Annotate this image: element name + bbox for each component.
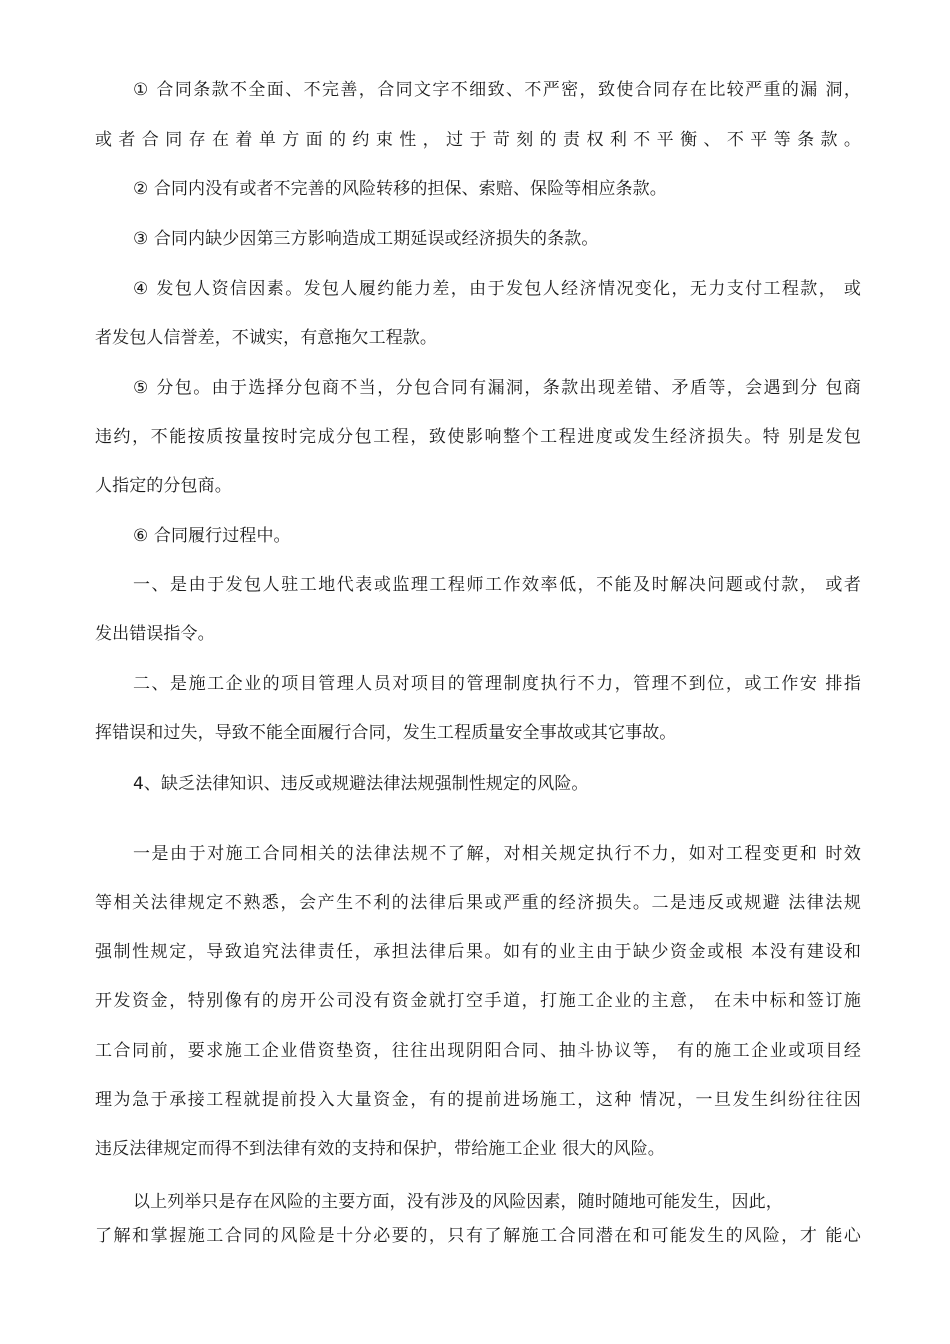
paragraph-line: 违反法律规定而得不到法律有效的支持和保护，带给施工企业 很大的风险。	[95, 1139, 665, 1159]
paragraph-line: 二、是施工企业的项目管理人员对项目的管理制度执行不力，管理不到位，或工作安 排指	[133, 674, 861, 694]
paragraph-line: 等相关法律规定不熟悉，会产生不利的法律后果或严重的经济损失。二是违反或规避 法律法规	[95, 893, 861, 913]
paragraph-line: 4、缺乏法律知识、违反或规避法律法规强制性规定的风险。	[133, 774, 589, 794]
paragraph-line: 挥错误和过失，导致不能全面履行合同，发生工程质量安全事故或其它事故。	[95, 723, 677, 743]
paragraph-line: 人指定的分包商。	[95, 476, 232, 496]
paragraph-line: ④ 发包人资信因素。发包人履约能力差，由于发包人经济情况变化，无力支付工程款， 或	[133, 279, 861, 299]
paragraph-line: 了解和掌握施工合同的风险是十分必要的，只有了解施工合同潜在和可能发生的风险，才 能心	[95, 1226, 861, 1246]
paragraph-line: 开发资金，特别像有的房开公司没有资金就打空手道，打施工企业的主意， 在未中标和签订施	[95, 991, 861, 1011]
paragraph-line: 者发包人信誉差，不诚实，有意拖欠工程款。	[95, 328, 437, 348]
paragraph-line: 一、是由于发包人驻工地代表或监理工程师工作效率低，不能及时解决问题或付款， 或者	[133, 575, 861, 595]
paragraph-line: 一是由于对施工合同相关的法律法规不了解，对相关规定执行不力，如对工程变更和 时效	[133, 844, 861, 864]
paragraph-line: 发出错误指令。	[95, 624, 215, 644]
paragraph-line: ② 合同内没有或者不完善的风险转移的担保、索赔、保险等相应条款。	[133, 179, 667, 199]
paragraph-line: 违约，不能按质按量按时完成分包工程，致使影响整个工程进度或发生经济损失。特 别是发包	[95, 427, 861, 447]
paragraph-line: 工合同前，要求施工企业借资垫资，往往出现阴阳合同、抽斗协议等， 有的施工企业或项目经	[95, 1041, 861, 1061]
paragraph-line: 理为急于承接工程就提前投入大量资金，有的提前进场施工，这种 情况，一旦发生纠纷往往因	[95, 1090, 861, 1110]
paragraph-line: 以上列举只是存在风险的主要方面，没有涉及的风险因素，随时随地可能发生，因此，	[133, 1192, 783, 1212]
paragraph-line: ⑤ 分包。由于选择分包商不当，分包合同有漏洞，条款出现差错、矛盾等，会遇到分 包商	[133, 378, 861, 398]
paragraph-line: ① 合同条款不全面、不完善，合同文字不细致、不严密，致使合同存在比较严重的漏 洞，	[133, 80, 861, 100]
paragraph-line: ③ 合同内缺少因第三方影响造成工期延误或经济损失的条款。	[133, 229, 599, 249]
paragraph-line: 或者合同存在着单方面的约束性，过于苛刻的责权利不平衡、不平等条款。	[95, 130, 861, 150]
paragraph-line: ⑥ 合同履行过程中。	[133, 526, 291, 546]
paragraph-line: 强制性规定，导致追究法律责任，承担法律后果。如有的业主由于缺少资金或根 本没有建设和	[95, 942, 861, 962]
